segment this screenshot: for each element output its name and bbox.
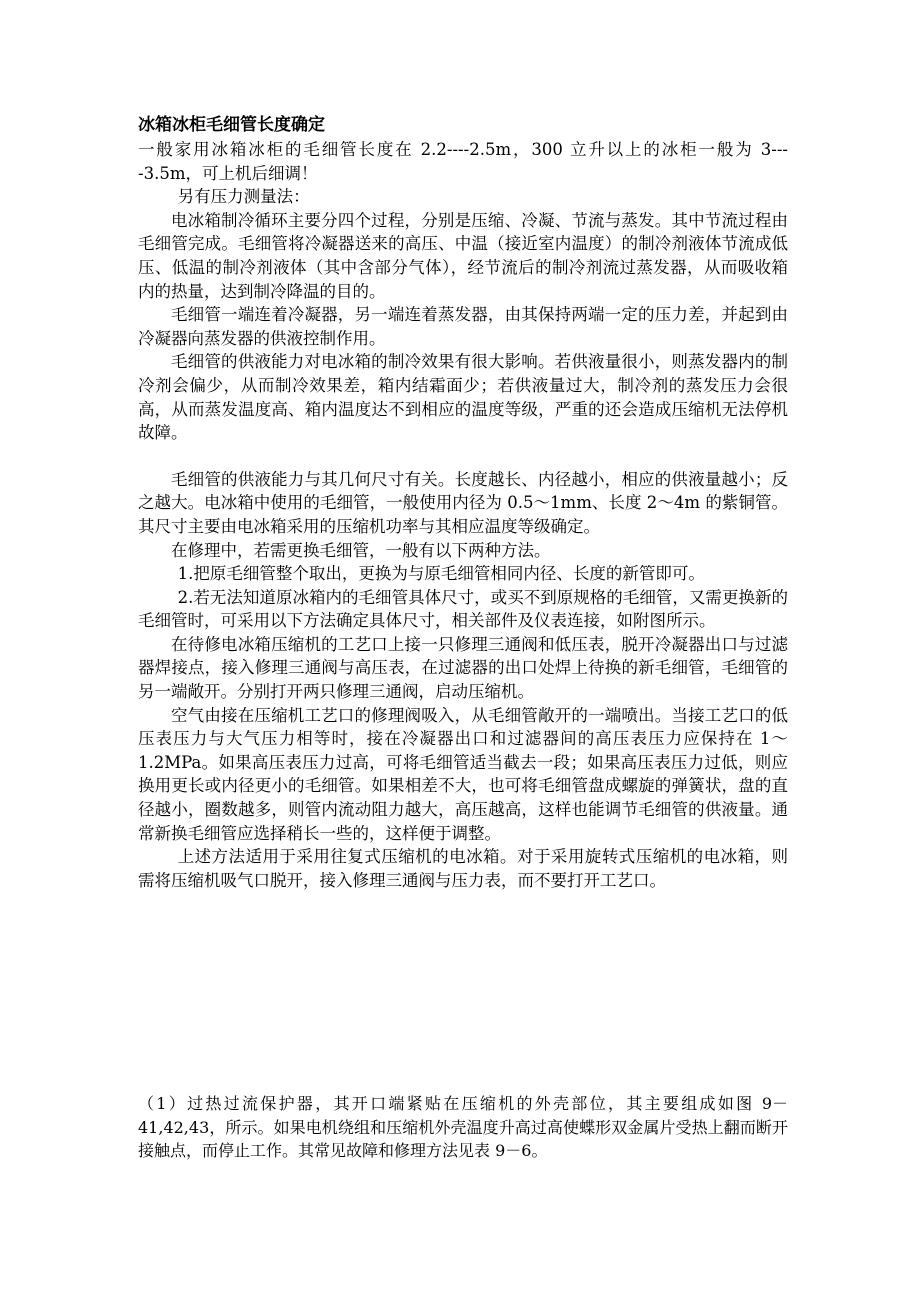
method-1-paragraph: 1.把原毛细管整个取出，更换为与原毛细管相同内径、长度的新管即可。 [177,564,705,584]
capillary-connection-paragraph: 毛细管一端连着冷凝器，另一端连着蒸发器，由其保持两端一定的压力差，并起到由冷凝器向蒸发器的供液控制作用。 [138,305,788,348]
supply-capacity-paragraph: 毛细管的供液能力对电冰箱的制冷效果有很大影响。若供液量很小，则蒸发器内的制冷剂会偏少，从而制冷效果差，箱内结霜面少；若供液量过大，制冷剂的蒸发压力会很高，从而蒸发温度高、箱内温度达不到相应的温度等级，严重的还会造成压缩机无法停机故障。 [138,352,788,443]
rotary-compressor-paragraph: 上述方法适用于采用往复式压缩机的电冰箱。对于采用旋转式压缩机的电冰箱，则需将压缩机吸气口脱开，接入修理三通阀与压力表，而不要打开工艺口。 [138,847,788,890]
method-2-paragraph: 2.若无法知道原冰箱内的毛细管具体尺寸，或买不到原规格的毛细管，又需更换新的毛细管时，可采用以下方法确定具体尺寸，相关部件及仪表连接，如附图所示。 [138,587,788,631]
pressure-method-paragraph: 另有压力测量法： [177,187,310,207]
document-title: 冰箱冰柜毛细管长度确定 [138,115,325,135]
procedure-paragraph: 在待修电冰箱压缩机的工艺口上接一只修理三通阀和低压表，脱开冷凝器出口与过滤器焊接点，接入修理三通阀与高压表，在过滤器的出口处焊上待换的新毛细管，毛细管的另一端敞开。分别打开两只修理三通阀，启动压缩机。 [138,634,788,702]
document-body [138,112,788,892]
refrigeration-cycle-paragraph: 电冰箱制冷循环主要分四个过程，分别是压缩、冷凝、节流与蒸发。其中节流过程由毛细管完成。毛细管将冷凝器送来的高压、中温（接近室内温度）的制冷剂液体节流成低压、低温的制冷剂液体（其中含部分气体），经节流后的制冷剂流过蒸发器，从而吸收箱内的热量，达到制冷降温的目的。 [138,210,788,301]
air-test-paragraph: 空气由接在压缩机工艺口的修理阀吸入，从毛细管敞开的一端喷出。当接工艺口的低压表压力与大气压力相等时，接在冷凝器出口和过滤器间的高压表压力应保持在 1～1.2MPa。如果高压表压力过高，可将毛细管适当截去一段；如果高压表压力过低，则应换用更长或内径更小的毛细管。如果相差不大，也可将毛细管盘成螺旋的弹簧状，盘的直径越小，圈数越多，则管内流动阻力越大，高压越高，这样也能调节毛细管的供液量。通常新换毛细管应选择稍长一些的，这样便于调整。 [138,705,788,843]
intro-paragraph: 一般家用冰箱冰柜的毛细管长度在 2.2----2.5m，300 立升以上的冰柜一般为 3----3.5m，可上机后细调！ [138,140,788,183]
repair-intro-paragraph: 在修理中，若需更换毛细管，一般有以下两种方法。 [171,540,551,560]
protector-section [138,1092,788,1163]
geometry-paragraph: 毛细管的供液能力与其几何尺寸有关。长度越长、内径越小，相应的供液量越小；反之越大。电冰箱中使用的毛细管，一般使用内径为 0.5～1mm、长度 2～4m 的紫铜管。其尺寸主要由电冰箱采用的压缩机功率与其相应温度等级确定。 [138,469,788,536]
paragraph-gap [138,445,788,468]
protector-paragraph: （1）过热过流保护器，其开口端紧贴在压缩机的外壳部位，其主要组成如图 9－41,42,43，所示。如果电机绕组和压缩机外壳温度升高过高使蝶形双金属片受热上翻而断开接触点，而停止工作。其常见故障和修理方法见表 9－6。 [138,1094,788,1160]
